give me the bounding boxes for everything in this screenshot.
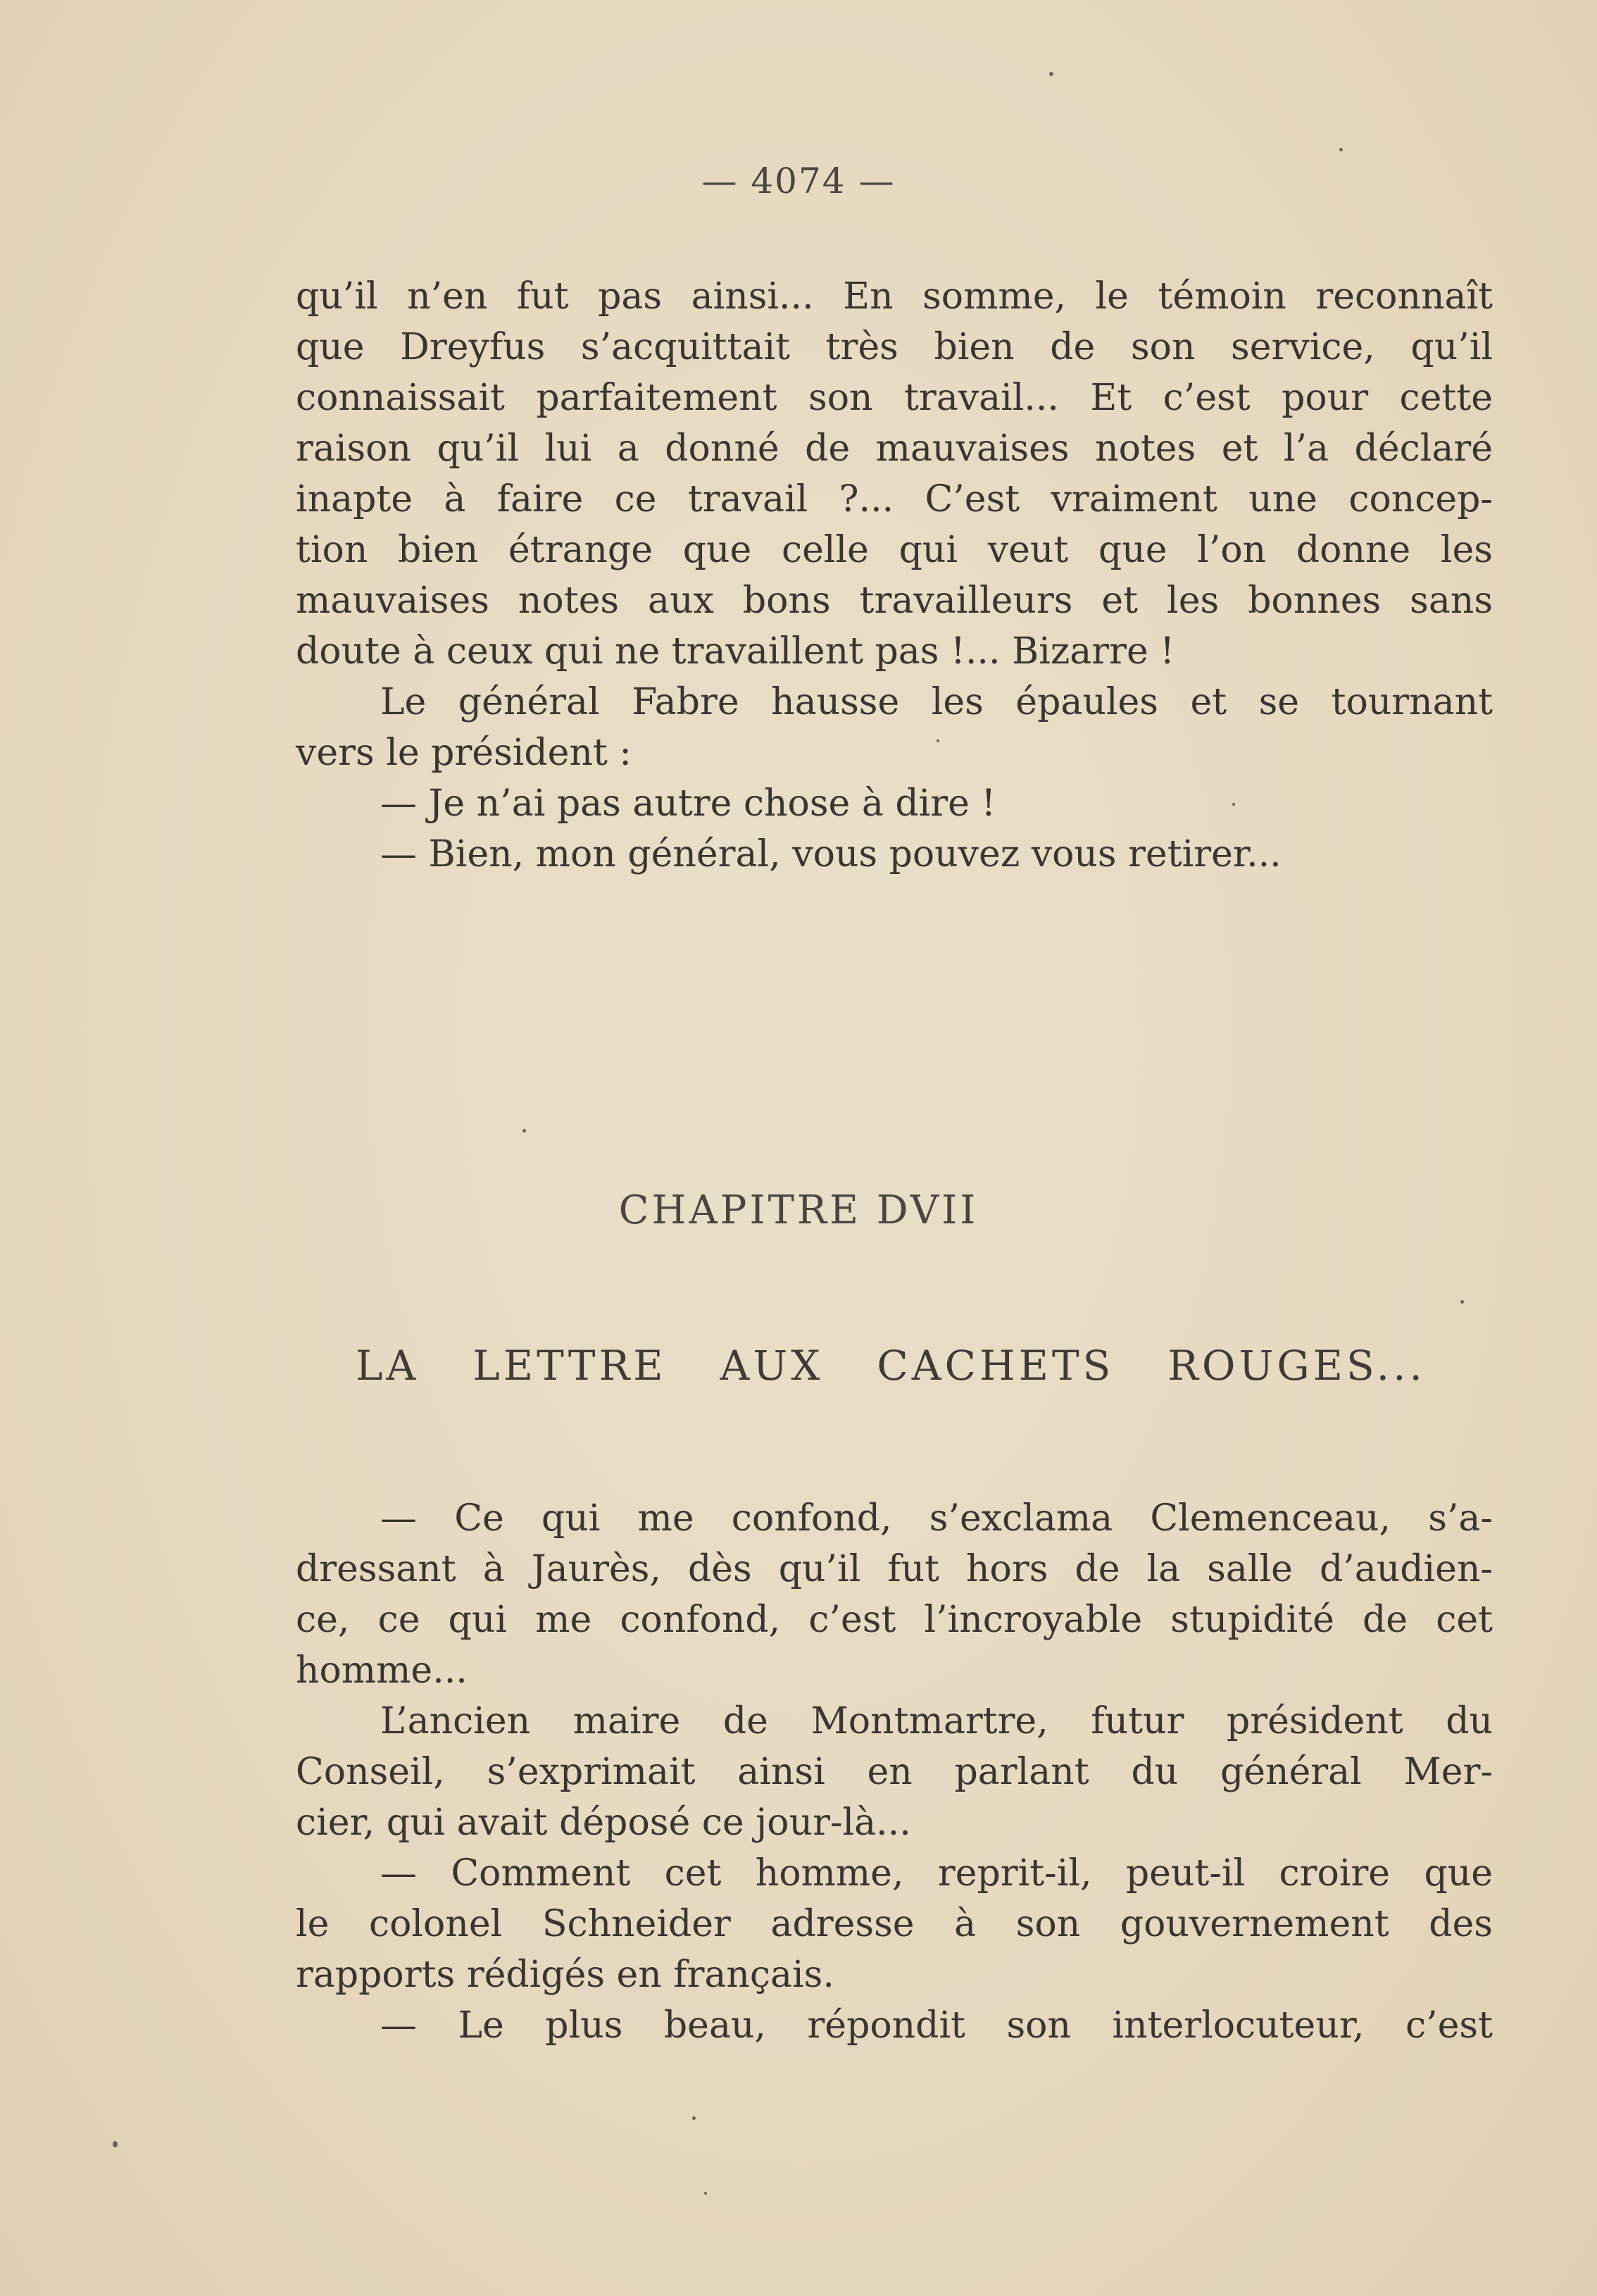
text-line: Conseil, s’exprimait ainsi en parlant du général Mer- — [296, 1751, 1493, 1793]
text-line: qu’il n’en fut pas ainsi... En somme, le témoin reconnaît — [296, 275, 1493, 318]
text-line: ce, ce qui me confond, c’est l’incroyable stupidité de cet — [296, 1599, 1493, 1641]
text-line: que Dreyfus s’acquittait très bien de son service, qu’il — [296, 326, 1493, 368]
chapter-number: CHAPITRE DVII — [618, 1187, 979, 1233]
text-line: cier, qui avait déposé ce jour-là... — [296, 1802, 911, 1844]
text-line: tion bien étrange que celle qui veut que l’on donne les — [296, 529, 1493, 571]
text-line: inapte à faire ce travail ?... C’est vraiment une concep- — [296, 478, 1493, 520]
paper-speck — [1049, 72, 1053, 76]
dialogue-line: — Le plus beau, répondit son interlocuteur, c’est — [380, 2004, 1493, 2047]
text-line: vers le président : — [296, 732, 632, 774]
dialogue-line: — Comment cet homme, reprit-il, peut-il croire que — [380, 1852, 1493, 1895]
text-line: Le général Fabre hausse les épaules et se tournant — [380, 681, 1493, 723]
paper-speck — [937, 740, 939, 742]
dialogue-line: — Ce qui me confond, s’exclama Clemenceau, s’a- — [380, 1497, 1493, 1540]
paper-speck — [692, 2116, 696, 2120]
paper-speck — [704, 2192, 707, 2195]
page-number: — 4074 — — [701, 161, 896, 201]
text-line: raison qu’il lui a donné de mauvaises notes et l’a déclaré — [296, 428, 1493, 470]
text-line: doute à ceux qui ne travaillent pas !... Bizarre ! — [296, 630, 1175, 673]
text-block-top — [296, 271, 1493, 880]
paper-speck — [1339, 148, 1343, 151]
text-line: homme... — [296, 1649, 468, 1692]
chapter-title: LA LETTRE AUX CACHETS ROUGES... — [356, 1342, 1426, 1390]
text-line: le colonel Schneider adresse à son gouvernement des — [296, 1903, 1493, 1945]
paper-speck — [1460, 1300, 1464, 1304]
text-line: L’ancien maire de Montmartre, futur président du — [380, 1700, 1493, 1742]
text-line: mauvaises notes aux bons travailleurs et les bonnes sans — [296, 580, 1493, 622]
text-block-bottom — [296, 1493, 1493, 2051]
paper-speck — [113, 2141, 118, 2147]
text-line: dressant à Jaurès, dès qu’il fut hors de la salle d’audien- — [296, 1548, 1493, 1590]
text-line: rapports rédigés en français. — [296, 1954, 834, 1996]
dialogue-line: — Bien, mon général, vous pouvez vous retirer... — [380, 833, 1282, 875]
paper-speck — [522, 1129, 526, 1133]
paper-speck — [1232, 803, 1235, 806]
dialogue-line: — Je n’ai pas autre chose à dire ! — [380, 782, 996, 825]
text-line: connaissait parfaitement son travail... Et c’est pour cette — [296, 377, 1493, 419]
